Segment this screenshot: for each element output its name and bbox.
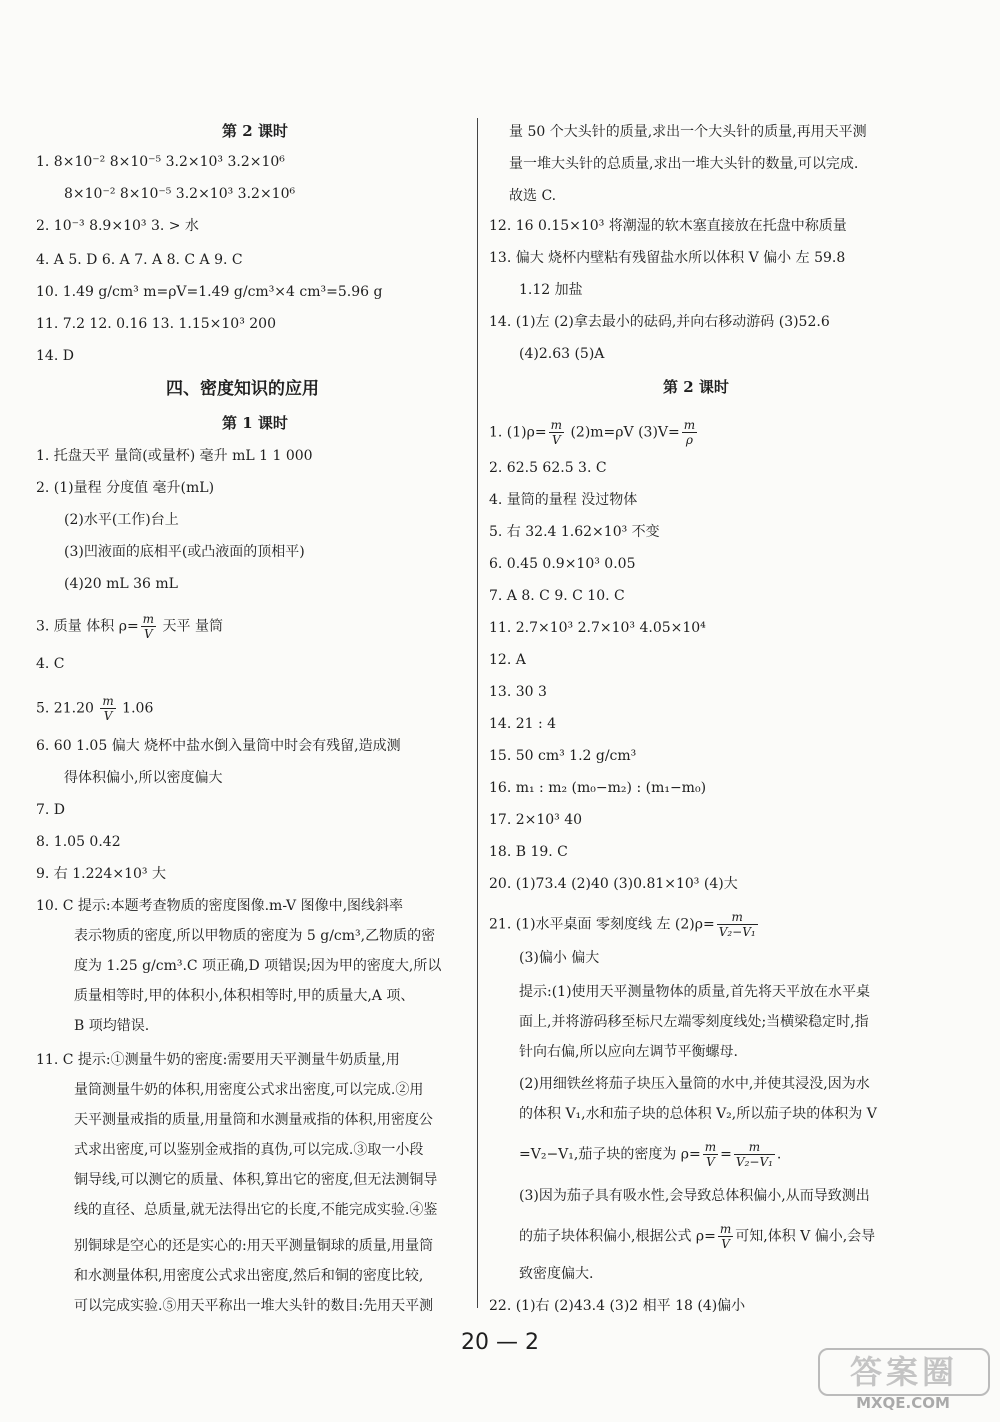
answer-text: 1. (1)ρ=	[489, 424, 547, 441]
answer-line: 7. A 8. C 9. C 10. C	[489, 588, 625, 604]
answer-line: 1. 8×10⁻² 8×10⁻⁵ 3.2×10³ 3.2×10⁶	[36, 154, 285, 170]
denominator: V	[144, 627, 153, 641]
answer-line	[36, 612, 223, 641]
numerator: m	[683, 418, 696, 432]
denominator: V	[103, 709, 113, 723]
answer-text: 1.06	[117, 700, 154, 717]
answer-line: 10. C 提示:本题考查物质的密度图像.m-V 图像中,图线斜率	[36, 898, 404, 914]
hint-text: =V₂−V₁,茄子块的密度为 ρ=	[519, 1146, 701, 1163]
answer-line: 8×10⁻² 8×10⁻⁵ 3.2×10³ 3.2×10⁶	[64, 186, 296, 202]
answer-line	[36, 694, 153, 723]
answer-line: 10. 1.49 g/cm³ m=ρV=1.49 g/cm³×4 cm³=5.96 g	[36, 284, 383, 300]
hint-line	[519, 1140, 781, 1169]
answer-line: 量筒测量牛奶的体积,用密度公式求出密度,可以完成.②用	[74, 1082, 424, 1098]
answer-line: 量一堆大头针的总质量,求出一堆大头针的数量,可以完成.	[509, 156, 859, 172]
answer-line: 22. (1)右 (2)43.4 (3)2 相平 18 (4)偏小	[489, 1298, 746, 1314]
numerator: m	[142, 612, 155, 626]
answer-line: (4)20 mL 36 mL	[64, 576, 178, 592]
answer-line: 5. 右 32.4 1.62×10³ 不变	[489, 524, 660, 540]
answer-line: 天平测量戒指的质量,用量筒和水测量戒指的体积,用密度公	[74, 1112, 433, 1128]
denominator: V	[706, 1155, 715, 1169]
answer-text: 5. 21.20	[36, 700, 99, 717]
answer-line: 2. 10⁻³ 8.9×10³ 3. > 水	[36, 218, 199, 234]
answer-line: (3)凹液面的底相平(或凸液面的顶相平)	[64, 544, 305, 560]
fraction	[682, 418, 697, 447]
answer-line: 6. 0.45 0.9×10³ 0.05	[489, 556, 636, 572]
watermark-url: MXQE.COM	[856, 1394, 950, 1412]
answer-line: 6. 60 1.05 偏大 烧杯中盐水倒入量筒中时会有残留,造成测	[36, 738, 401, 754]
answer-text: (2)m=ρV (3)V=	[566, 424, 680, 441]
answer-line: 4. C	[36, 656, 65, 672]
fraction	[717, 910, 758, 939]
numerator: m	[734, 1140, 775, 1155]
fraction	[703, 1140, 718, 1169]
hint-text: .	[776, 1146, 782, 1163]
answer-line: 13. 偏大 烧杯内壁粘有残留盐水所以体积 V 偏小 左 59.8	[489, 250, 846, 266]
hint-text: 的茄子块体积偏小,根据公式 ρ=	[519, 1228, 716, 1245]
denominator: V₂−V₁	[735, 1155, 773, 1169]
answer-line: 故选 C.	[509, 188, 557, 204]
hint-line: 致密度偏大.	[519, 1266, 594, 1282]
answer-line: 质量相等时,甲的体积小,体积相等时,甲的质量大,A 项、	[74, 988, 415, 1004]
answer-text: 3. 质量 体积 ρ=	[36, 618, 139, 635]
hint-line: 提示:(1)使用天平测量物体的质量,首先将天平放在水平桌	[519, 984, 870, 1000]
answer-line: 别铜球是空心的还是实心的:用天平测量铜球的质量,用量筒	[74, 1238, 434, 1254]
answer-line: 12. A	[489, 652, 526, 668]
hint-text: =	[720, 1146, 732, 1163]
answer-line: 18. B 19. C	[489, 844, 568, 860]
answer-line: 得体积偏小,所以密度偏大	[64, 770, 223, 786]
answer-line: 16. m₁ : m₂ (m₀−m₂) : (m₁−m₀)	[489, 780, 707, 796]
numerator: m	[704, 1140, 717, 1154]
denominator: V	[721, 1237, 730, 1251]
answer-line: 1.12 加盐	[519, 282, 583, 298]
answer-line: 7. D	[36, 802, 66, 818]
answer-line: 2. (1)量程 分度值 毫升(mL)	[36, 480, 215, 496]
answer-line: 14. 21 : 4	[489, 716, 557, 732]
lesson-heading: 第 2 课时	[663, 378, 729, 396]
page-number: 20 — 2	[461, 1330, 539, 1355]
answer-line: 4. 量筒的量程 没过物体	[489, 492, 638, 508]
answer-line: B 项均错误.	[74, 1018, 150, 1034]
answer-line: 4. A 5. D 6. A 7. A 8. C A 9. C	[36, 252, 243, 268]
fraction	[141, 612, 156, 641]
answer-line: 11. 2.7×10³ 2.7×10³ 4.05×10⁴	[489, 620, 706, 636]
answer-text: 21. (1)水平桌面 零刻度线 左 (2)ρ=	[489, 916, 715, 933]
lesson-heading: 第 2 课时	[222, 122, 288, 140]
hint-text: 可知,体积 V 偏小,会导	[735, 1228, 876, 1245]
answer-line: (4)2.63 (5)A	[519, 346, 605, 362]
answer-line: 2. 62.5 62.5 3. C	[489, 460, 607, 476]
answer-line: 线的直径、总质量,就无法得出它的长度,不能完成实验.④鉴	[74, 1202, 438, 1218]
answer-line: (3)偏小 偏大	[519, 950, 600, 966]
denominator: V	[551, 433, 561, 447]
answer-line	[489, 418, 699, 447]
hint-line: (2)用细铁丝将茄子块压入量筒的水中,并使其浸没,因为水	[519, 1076, 870, 1092]
denominator: ρ	[685, 433, 693, 447]
answer-line: 表示物质的密度,所以甲物质的密度为 5 g/cm³,乙物质的密	[74, 928, 436, 944]
answer-line: 可以完成实验.⑤用天平称出一堆大头针的数目:先用天平测	[74, 1298, 434, 1314]
answer-line: 12. 16 0.15×10³ 将潮湿的软木塞直接放在托盘中称质量	[489, 218, 847, 234]
answer-line: 13. 30 3	[489, 684, 547, 700]
column-divider	[477, 118, 478, 1308]
watermark-logo-text: 答案圈	[818, 1348, 990, 1396]
hint-line: 针向右偏,所以应向左调节平衡螺母.	[519, 1044, 738, 1060]
answer-line: 14. D	[36, 348, 74, 364]
answer-line: 1. 托盘天平 量筒(或量杯) 毫升 mL 1 1 000	[36, 448, 313, 464]
answer-line: (2)水平(工作)台上	[64, 512, 179, 528]
section-heading: 四、密度知识的应用	[166, 379, 319, 399]
answer-text: 天平 量筒	[158, 618, 223, 635]
answer-line: 量 50 个大头针的质量,求出一个大头针的质量,再用天平测	[509, 124, 867, 140]
hint-line: (3)因为茄子具有吸水性,会导致总体积偏小,从而导致测出	[519, 1188, 870, 1204]
answer-line: 8. 1.05 0.42	[36, 834, 121, 850]
answer-line: 11. 7.2 12. 0.16 13. 1.15×10³ 200	[36, 316, 276, 332]
numerator: m	[719, 1222, 732, 1236]
numerator: m	[717, 910, 758, 925]
fraction	[734, 1140, 775, 1169]
watermark-logo	[818, 1348, 988, 1414]
fraction	[100, 694, 115, 723]
answer-line: 9. 右 1.224×10³ 大	[36, 866, 166, 882]
answer-line: 铜导线,可以测它的质量、体积,算出它的密度,但无法测铜导	[74, 1172, 438, 1188]
answer-line: 度为 1.25 g/cm³.C 项正确,D 项错误;因为甲的密度大,所以	[74, 958, 442, 974]
answer-line: 11. C 提示:①测量牛奶的密度:需要用天平测量牛奶质量,用	[36, 1052, 400, 1068]
numerator: m	[102, 694, 114, 708]
hint-line: 面上,并将游码移至标尺左端零刻度线处;当横梁稳定时,指	[519, 1014, 869, 1030]
answer-line	[489, 910, 760, 939]
answer-line: 17. 2×10³ 40	[489, 812, 583, 828]
lesson-heading: 第 1 课时	[222, 414, 288, 432]
denominator: V₂−V₁	[718, 925, 756, 939]
answer-line: 15. 50 cm³ 1.2 g/cm³	[489, 748, 637, 764]
answer-line: 14. (1)左 (2)拿去最小的砝码,并向右移动游码 (3)52.6	[489, 314, 830, 330]
hint-line: 的体积 V₁,水和茄子块的总体积 V₂,所以茄子块的体积为 V	[519, 1106, 877, 1122]
answer-line: 20. (1)73.4 (2)40 (3)0.81×10³ (4)大	[489, 876, 738, 892]
answer-line: 和水测量体积,用密度公式求出密度,然后和铜的密度比较,	[74, 1268, 424, 1284]
numerator: m	[550, 418, 562, 432]
fraction	[549, 418, 564, 447]
hint-line	[519, 1222, 875, 1251]
fraction	[718, 1222, 733, 1251]
answer-line: 式求出密度,可以鉴别金戒指的真伪,可以完成.③取一小段	[74, 1142, 424, 1158]
